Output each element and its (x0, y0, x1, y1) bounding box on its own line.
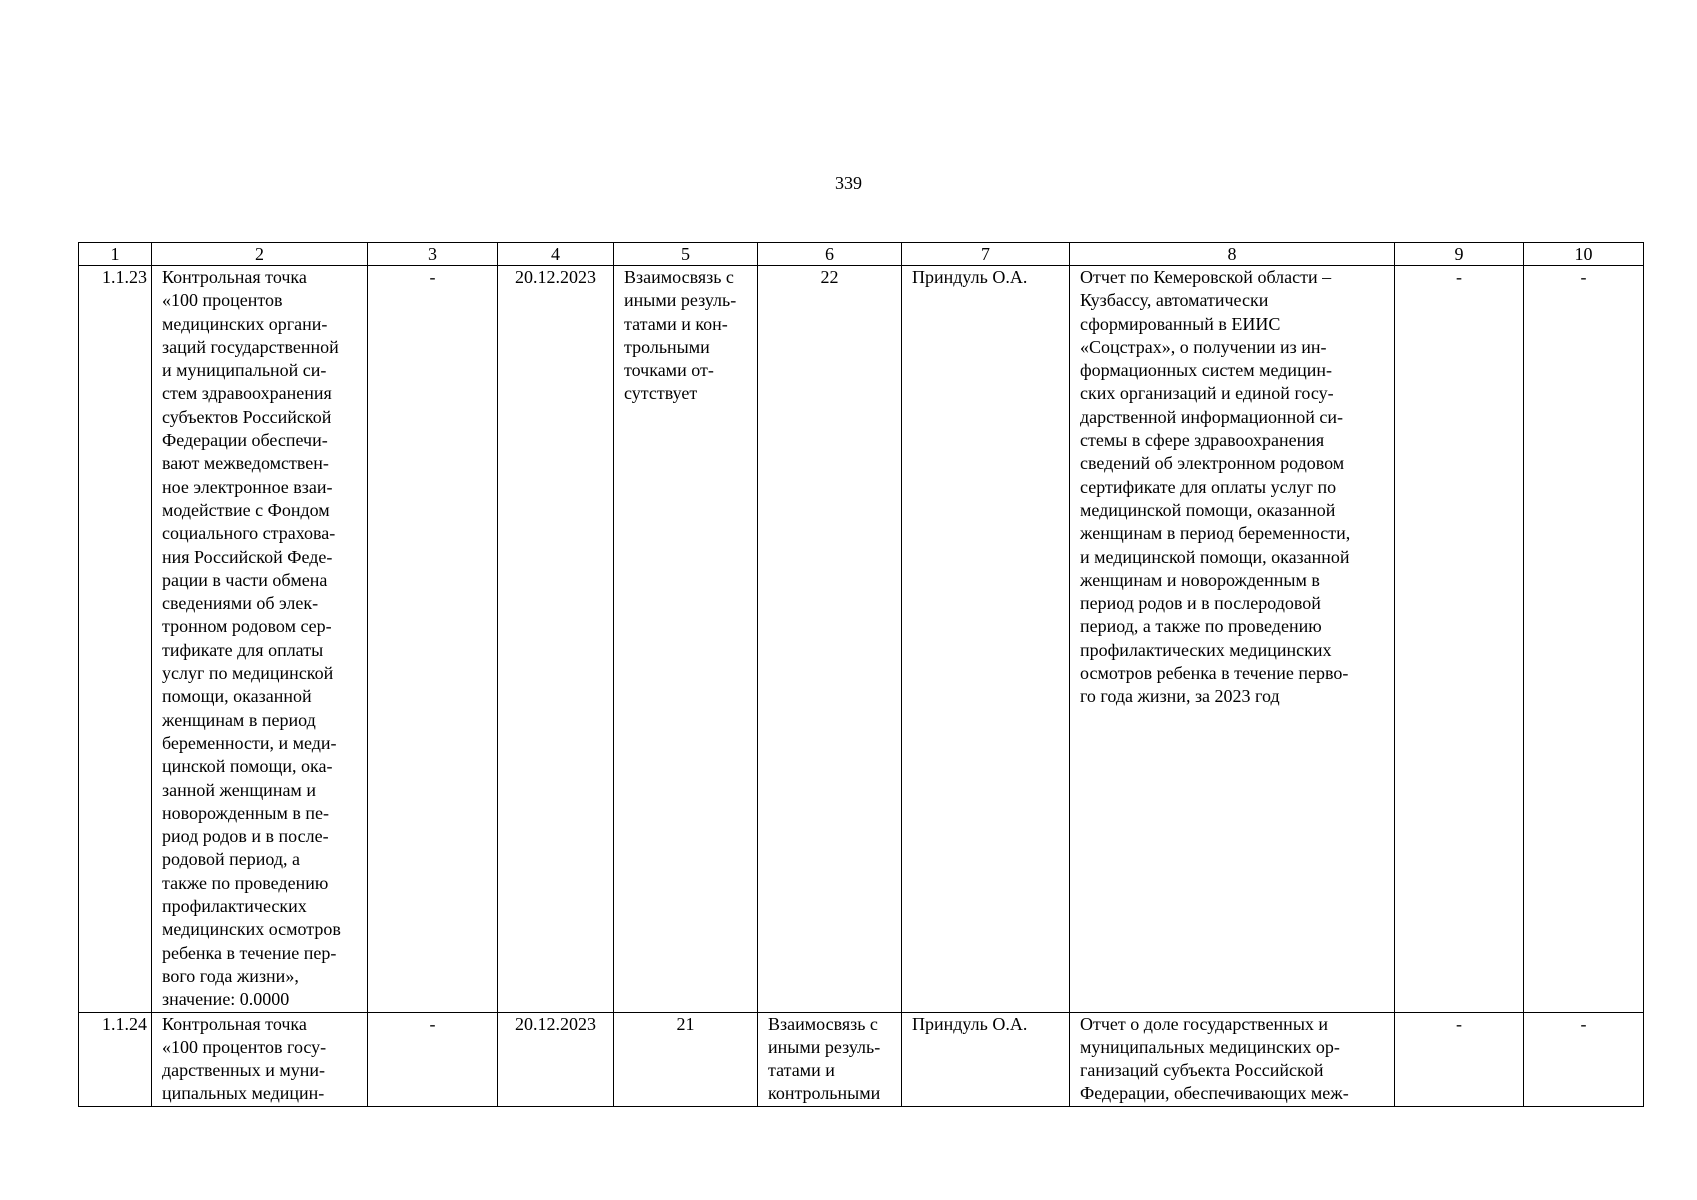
header-col-9: 9 (1395, 243, 1524, 266)
header-col-6: 6 (758, 243, 902, 266)
cell-col-5: 21 (614, 1012, 758, 1106)
header-col-7: 7 (902, 243, 1070, 266)
responsible-person: Приндуль О.А. (902, 1012, 1070, 1106)
header-col-8: 8 (1070, 243, 1395, 266)
header-col-10: 10 (1524, 243, 1644, 266)
cell-col-9: - (1395, 1012, 1524, 1106)
row-number: 1.1.24 (79, 1012, 152, 1106)
row-number: 1.1.23 (79, 266, 152, 1013)
header-col-3: 3 (368, 243, 498, 266)
cell-col-3: - (368, 1012, 498, 1106)
page-number: 339 (835, 173, 862, 193)
header-col-2: 2 (152, 243, 368, 266)
cell-col-6: Взаимосвязь с иными резуль- татами и контрольными (758, 1012, 902, 1106)
cell-col-5: Взаимосвязь с иными резуль- татами и кон- трольными точками от- сутствует (614, 266, 758, 1013)
report-description: Отчет по Кемеровской области – Кузбассу, автоматически сформированный в ЕИИС «Соцстрах», о получении из ин- формационных систем медицин- ских организаций и единой госу- дарственной информационной си- стемы в сфере здравоохранения сведений об электронном родовом сертификате для оплаты услуг по медицинской помощи, оказанной женщинам в период беременности, и медицинской помощи, оказанной женщинам и новорожденным в период родов и в послеродовой период, а также по проведению профилактических медицинских осмотров ребенка в течение перво- го года жизни, за 2023 год (1070, 266, 1395, 1013)
header-col-5: 5 (614, 243, 758, 266)
control-point-description: Контрольная точка «100 процентов медицинских органи- заций государственной и муниципальной си- стем здравоохранения субъектов Российской Федерации обеспечи- вают межведомствен- ное электронное взаи- модействие с Фондом социального страхова- ния Российской Феде- рации в части обмена сведениями об элек- тронном родовом сер- тификате для оплаты услуг по медицинской помощи, оказанной женщинам в период беременности, и меди- цинской помощи, ока- занной женщинам и новорожденным в пе- риод родов и в после- родовой период, а также по проведению профилактических медицинских осмотров ребенка в течение пер- вого года жизни», значение: 0.0000 (152, 266, 368, 1013)
cell-col-10: - (1524, 1012, 1644, 1106)
cell-col-10: - (1524, 266, 1644, 1013)
cell-col-9: - (1395, 266, 1524, 1013)
report-description: Отчет о доле государственных и муниципальных медицинских ор- ганизаций субъекта Российской Федерации, обеспечивающих меж- (1070, 1012, 1395, 1106)
header-col-4: 4 (498, 243, 614, 266)
table-header-row (79, 243, 1644, 266)
table-row (79, 266, 1644, 1013)
cell-col-3: - (368, 266, 498, 1013)
responsible-person: Приндуль О.А. (902, 266, 1070, 1013)
table-row (79, 1012, 1644, 1106)
control-point-description: Контрольная точка «100 процентов госу- дарственных и муни- ципальных медицин- (152, 1012, 368, 1106)
deadline-date: 20.12.2023 (498, 1012, 614, 1106)
header-col-1: 1 (79, 243, 152, 266)
plan-table (78, 242, 1644, 1107)
cell-col-6: 22 (758, 266, 902, 1013)
deadline-date: 20.12.2023 (498, 266, 614, 1013)
